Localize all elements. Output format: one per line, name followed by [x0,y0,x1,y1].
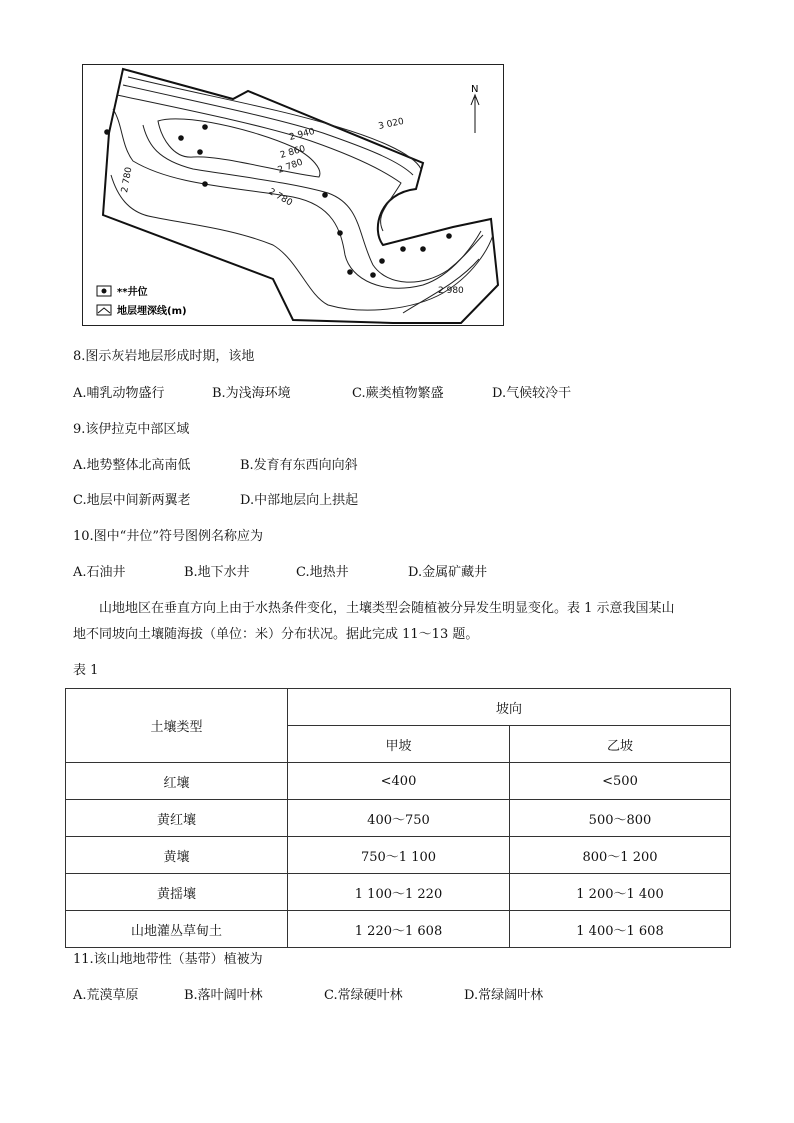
q8-option-d: D.气候较冷干 [492,386,572,401]
table-cell: 400～750 [288,800,510,837]
contour-label-2980: 2 980 [438,286,464,296]
legend-depth-line-label: 地层埋深线(m) [117,306,187,317]
q8-option-b: B.为浅海环境 [212,386,291,401]
well-marker [370,272,376,278]
q9-option-a: A.地势整体北高南低 [73,458,191,473]
header-soil-type: 土壤类型 [66,689,288,763]
q10-option-d: D.金属矿藏井 [408,565,488,580]
legend-well-icon [102,289,107,294]
table-cell: 黄红壤 [66,800,288,837]
q10-option-c: C.地热井 [296,565,349,580]
contour-label-2860: 2 860 [279,144,307,161]
q10-option-b: B.地下水井 [184,565,250,580]
well-marker [379,258,385,264]
q9-option-d: D.中部地层向上拱起 [240,493,359,508]
contour-map-svg [83,65,503,325]
table-cell: 1 220～1 608 [288,911,510,948]
passage-line-1: 山地地区在垂直方向上由于水热条件变化，土壤类型会随植被分异发生明显变化。表 1 示意我国某山 [99,601,675,616]
well-marker [337,230,343,236]
table-cell: 1 200～1 400 [510,874,731,911]
q8-option-a: A.哺乳动物盛行 [73,386,165,401]
q10-option-a: A.石油井 [73,565,126,580]
q11-option-d: D.常绿阔叶林 [464,988,544,1003]
question-10-stem: 10.图中“井位”符号图例名称应为 [73,529,263,544]
north-arrow-icon [471,84,479,133]
q11-option-b: B.落叶阔叶林 [184,988,263,1003]
q11-option-a: A.荒漠草原 [73,988,139,1003]
table-cell: 750～1 100 [288,837,510,874]
table-cell: 黄壤 [66,837,288,874]
passage [73,596,733,648]
table-cell: 山地灌丛草甸土 [66,911,288,948]
contour-label-2780-c: 2 780 [266,186,294,209]
table-row [66,800,731,837]
well-marker [400,246,406,252]
header-slope: 坡向 [288,689,731,726]
contour-label-2780-a: 2 780 [276,157,305,176]
well-marker [347,269,353,275]
q11-option-c: C.常绿硬叶林 [324,988,403,1003]
table-cell: 500～800 [510,800,731,837]
table-row [66,763,731,800]
table-cell: <400 [288,763,510,800]
table-row [66,874,731,911]
well-marker [420,246,426,252]
question-9-stem: 9.该伊拉克中部区域 [73,422,190,437]
question-11-stem: 11.该山地地带性（基带）植被为 [73,952,263,967]
table-cell: 红壤 [66,763,288,800]
legend-well-label: **井位 [117,287,148,298]
well-marker [178,135,184,141]
well-marker [446,233,452,239]
header-slope-a: 甲坡 [288,726,510,763]
contour-label-2780-b: 2 780 [120,166,135,194]
table-cell: 1 400～1 608 [510,911,731,948]
north-label: N [471,84,479,95]
table-caption: 表 1 [73,663,99,678]
contour-label-2940: 2 940 [288,126,316,143]
contour-map-figure [82,64,504,326]
well-marker [197,149,203,155]
map-legend [97,285,187,317]
table-cell: <500 [510,763,731,800]
well-marker [104,129,110,135]
map-boundary [103,69,498,323]
well-marker [202,124,208,130]
well-marker [202,181,208,187]
q9-option-b: B.发育有东西向向斜 [240,458,358,473]
table-cell: 800～1 200 [510,837,731,874]
question-8-stem: 8.图示灰岩地层形成时期，该地 [73,349,255,364]
legend-depth-line-icon [98,308,110,313]
contour-label-3020: 3 020 [377,116,405,132]
q8-option-c: C.蕨类植物繁盛 [352,386,444,401]
table-cell: 黄揺壤 [66,874,288,911]
passage-line-2: 地不同坡向土壤随海拔（单位：米）分布状况。据此完成 11～13 题。 [73,627,479,642]
q9-option-c: C.地层中间新两翼老 [73,493,191,508]
soil-table [65,688,731,948]
header-slope-b: 乙坡 [510,726,731,763]
table-row [66,837,731,874]
table-row [66,911,731,948]
table-cell: 1 100～1 220 [288,874,510,911]
well-marker [322,192,328,198]
